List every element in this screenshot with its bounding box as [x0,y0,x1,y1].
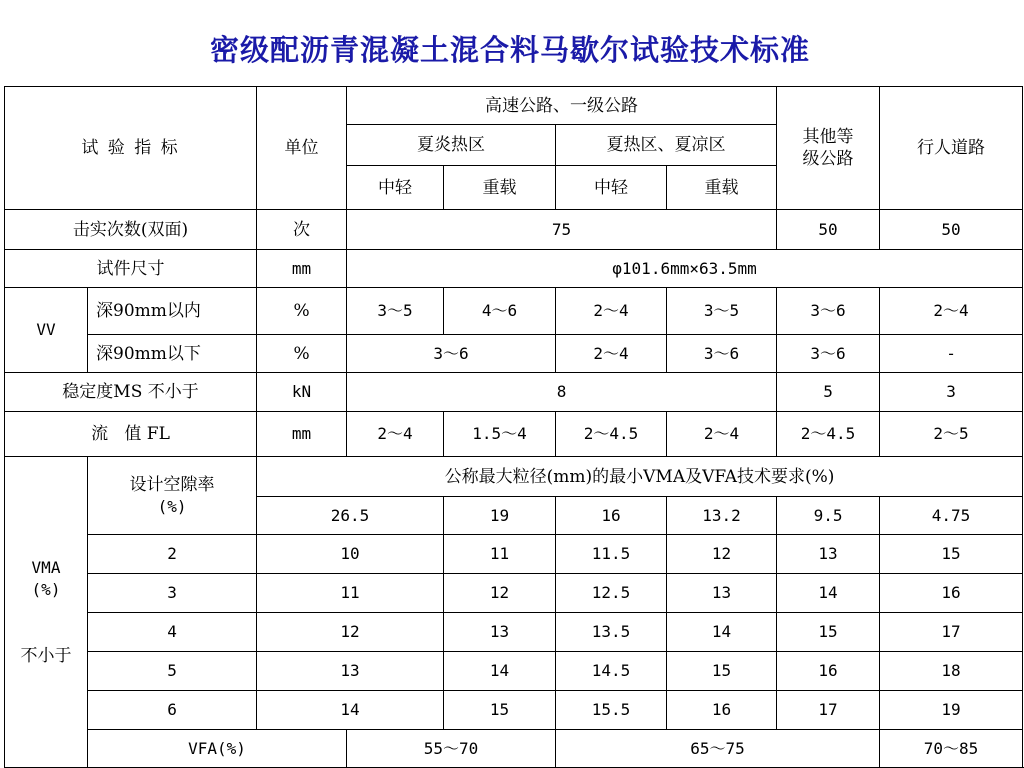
design-void-header [88,457,257,535]
value-cell: 13 [667,574,777,613]
header-other-roads-line2: 级公路 [802,149,854,169]
value-cell: 12 [257,613,444,652]
value-cell: 16 [880,574,1023,613]
value-cell: 5 [777,373,880,412]
value-cell: 3 [880,373,1023,412]
row-label-flow: 流 值 FL [5,412,257,457]
value-cell: 15 [667,652,777,691]
value-cell: 12 [667,535,777,574]
value-cell: 50 [880,210,1023,250]
value-cell: 70～85 [880,730,1023,768]
value-cell: 15 [777,613,880,652]
value-cell: 8 [347,373,777,412]
row-label-compaction: 击实次数(双面) [5,210,257,250]
value-cell: 11.5 [556,535,667,574]
value-cell: 75 [347,210,777,250]
value-cell: 3～5 [347,288,444,335]
value-cell: 10 [257,535,444,574]
header-other-roads [777,87,880,210]
value-cell: 15.5 [556,691,667,730]
row-label-below90: 深90mm以下 [88,335,257,373]
void-cell: 2 [88,535,257,574]
header-heavy: 重载 [667,166,777,210]
header-light: 中轻 [556,166,667,210]
unit-cell: 次 [257,210,347,250]
value-cell: 65～75 [556,730,880,768]
row-label-vv: VV [5,288,88,373]
value-cell: 2～4.5 [556,412,667,457]
value-cell: 3～6 [777,288,880,335]
vma-label: VMA [31,558,61,577]
void-cell: 3 [88,574,257,613]
value-cell: 11 [257,574,444,613]
vma-not-less-than: 不小于 [20,646,72,666]
row-label-within90: 深90mm以内 [88,288,257,335]
value-cell: 13.5 [556,613,667,652]
header-hot-summer: 夏炎热区 [347,125,556,166]
size-cell: 9.5 [777,497,880,535]
value-cell: 12.5 [556,574,667,613]
header-heavy: 重载 [444,166,556,210]
design-void-line2: (%) [157,496,187,516]
value-cell: 4～6 [444,288,556,335]
unit-cell: % [257,335,347,373]
value-cell: 12 [444,574,556,613]
value-cell: 2～4 [667,412,777,457]
value-cell: 14.5 [556,652,667,691]
value-cell: φ101.6mm×63.5mm [347,250,1023,288]
value-cell: 2～4 [880,288,1023,335]
marshall-standard-table [4,86,1023,768]
value-cell: 14 [444,652,556,691]
value-cell: 2～4 [556,335,667,373]
unit-cell: kN [257,373,347,412]
header-sidewalk: 行人道路 [880,87,1023,210]
header-highway: 高速公路、一级公路 [347,87,777,125]
value-cell: 2～4 [556,288,667,335]
value-cell: 1.5～4 [444,412,556,457]
value-cell: 19 [880,691,1023,730]
void-cell: 6 [88,691,257,730]
value-cell: 2～5 [880,412,1023,457]
row-label-vma [5,457,88,768]
value-cell: 17 [880,613,1023,652]
value-cell: 3～6 [777,335,880,373]
void-cell: 5 [88,652,257,691]
header-other-roads-line1: 其他等 [802,127,854,147]
size-cell: 13.2 [667,497,777,535]
value-cell: 14 [777,574,880,613]
vma-percent: (%) [31,580,61,599]
unit-cell: % [257,288,347,335]
value-cell: 14 [667,613,777,652]
void-cell: 4 [88,613,257,652]
header-light: 中轻 [347,166,444,210]
header-test-index: 试 验 指 标 [5,87,257,210]
header-hot-cool: 夏热区、夏凉区 [556,125,777,166]
header-unit: 单位 [257,87,347,210]
value-cell: 50 [777,210,880,250]
value-cell: 13 [444,613,556,652]
design-void-line1: 设计空隙率 [129,474,215,495]
size-cell: 4.75 [880,497,1023,535]
value-cell: 16 [777,652,880,691]
unit-cell: mm [257,412,347,457]
value-cell: 3～5 [667,288,777,335]
size-cell: 19 [444,497,556,535]
value-cell: 2～4.5 [777,412,880,457]
value-cell: - [880,335,1023,373]
vma-spec-header: 公称最大粒径(mm)的最小VMA及VFA技术要求(%) [257,457,1023,497]
value-cell: 55～70 [347,730,556,768]
value-cell: 11 [444,535,556,574]
value-cell: 18 [880,652,1023,691]
value-cell: 14 [257,691,444,730]
row-label-specimen: 试件尺寸 [5,250,257,288]
size-cell: 16 [556,497,667,535]
row-label-stability: 稳定度MS 不小于 [5,373,257,412]
value-cell: 3～6 [347,335,556,373]
value-cell: 13 [777,535,880,574]
value-cell: 15 [880,535,1023,574]
size-cell: 26.5 [257,497,444,535]
value-cell: 15 [444,691,556,730]
value-cell: 3～6 [667,335,777,373]
row-label-vfa: VFA(%) [88,730,347,768]
unit-cell: mm [257,250,347,288]
value-cell: 16 [667,691,777,730]
value-cell: 2～4 [347,412,444,457]
value-cell: 13 [257,652,444,691]
value-cell: 17 [777,691,880,730]
page-title: 密级配沥青混凝土混合料马歇尔试验技术标准 [209,33,810,67]
